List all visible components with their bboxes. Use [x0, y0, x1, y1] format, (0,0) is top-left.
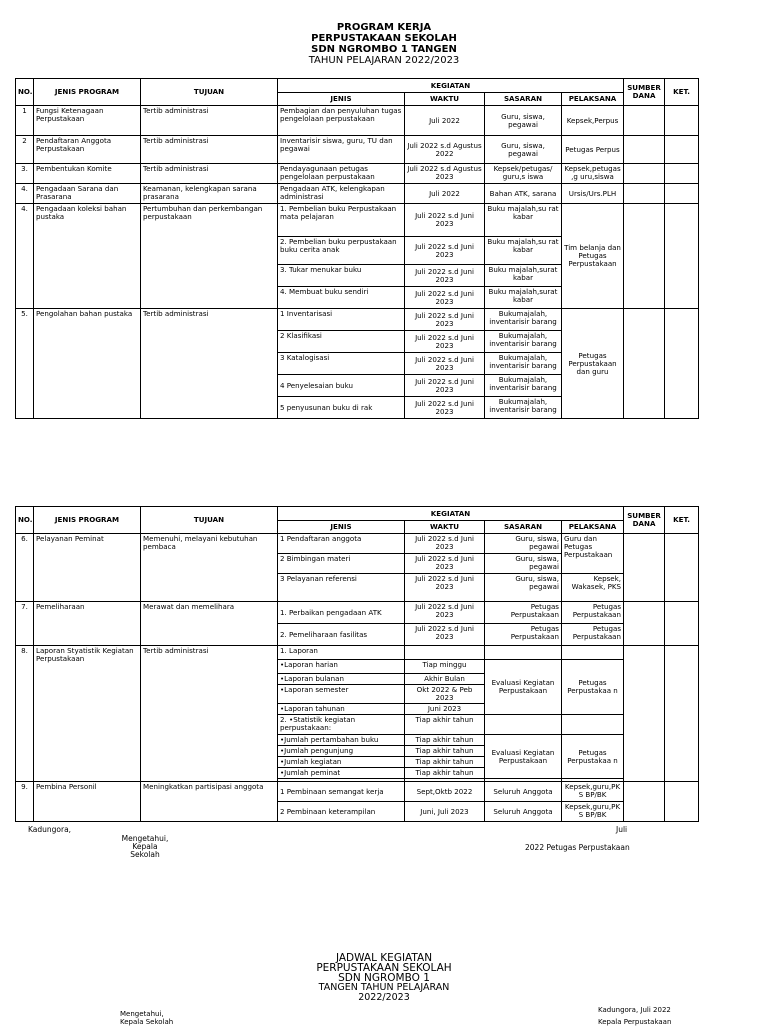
table-row	[16, 184, 699, 204]
cell-jenis: •Laporan semester	[278, 685, 405, 704]
signature-juli: Juli	[616, 825, 628, 834]
schedule-line-1: JADWAL KEGIATAN	[335, 952, 433, 964]
cell-jenis: 2 Klasifikasi	[278, 331, 405, 353]
cell-ket	[665, 309, 699, 419]
cell-pelaksana	[562, 646, 624, 660]
cell-pelaksana: Kepsek, Wakasek, PKS	[562, 574, 624, 602]
cell-waktu: Juli 2022 s.d Juni 2023	[405, 331, 485, 353]
cell-tujuan: Keamanan, kelengkapan sarana prasarana	[141, 184, 278, 204]
cell-pelaksana: Guru dan Petugas Perpustakaan	[562, 534, 624, 574]
cell-tujuan: Tertib administrasi	[141, 646, 278, 782]
cell-jenis: Pendayagunaan petugas pengelolaan perpustakaan	[278, 164, 405, 184]
table-row	[16, 106, 699, 136]
cell-tujuan: Meningkatkan partisipasi anggota	[141, 782, 278, 822]
cell-dana	[624, 136, 665, 164]
col-jenis-program: JENIS PROGRAM	[34, 79, 141, 106]
cell-program: Pengolahan bahan pustaka	[34, 309, 141, 419]
cell-jenis: 1 Inventarisasi	[278, 309, 405, 331]
cell-waktu: Juli 2022 s.d Juni 2023	[405, 534, 485, 554]
col-sumber-dana: SUMBER DANA	[624, 507, 665, 534]
cell-no: 9.	[16, 782, 34, 822]
cell-sasaran: Buku majalah,su rat kabar	[485, 204, 562, 237]
cell-jenis: 2. Pembelian buku perpustakaan buku cerita anak	[278, 237, 405, 265]
cell-ket	[665, 204, 699, 309]
cell-jenis: 3. Tukar menukar buku	[278, 265, 405, 287]
cell-jenis: •Laporan tahunan	[278, 704, 405, 715]
cell-no: 5.	[16, 309, 34, 419]
cell-program: Pengadaan koleksi bahan pustaka	[34, 204, 141, 309]
cell-ket	[665, 534, 699, 602]
cell-jenis: •Laporan bulanan	[278, 674, 405, 685]
cell-waktu: Juli 2022 s.d Juni 2023	[405, 375, 485, 397]
cell-waktu: Juni, Juli 2023	[405, 802, 485, 822]
cell-sasaran: Guru, siswa, pegawai	[485, 136, 562, 164]
cell-waktu: Juli 2022 s.d Juni 2023	[405, 602, 485, 624]
cell-sasaran: Evaluasi Kegiatan Perpustakaan	[485, 660, 562, 715]
col-jenis: JENIS	[278, 93, 405, 106]
cell-waktu: Okt 2022 & Peb 2023	[405, 685, 485, 704]
cell-jenis: •Jumlah pengunjung	[278, 746, 405, 757]
cell-sasaran: Guru, siswa, pegawai	[485, 534, 562, 554]
col-tujuan: TUJUAN	[141, 79, 278, 106]
title-line-3: SDN NGROMBO 1 TANGEN	[311, 44, 457, 55]
cell-sasaran: Bukumajalah, inventarisir barang	[485, 353, 562, 375]
cell-sasaran: Guru, siswa, pegawai	[485, 554, 562, 574]
table-row	[16, 782, 699, 802]
cell-ket	[665, 646, 699, 782]
cell-sasaran: Buku majalah,su rat kabar	[485, 237, 562, 265]
cell-waktu: Tiap akhir tahun	[405, 715, 485, 735]
cell-sasaran	[485, 715, 562, 735]
cell-pelaksana: Tim belanja dan Petugas Perpustakaan	[562, 204, 624, 309]
cell-jenis: 5 penyusunan buku di rak	[278, 397, 405, 419]
table-row	[16, 164, 699, 184]
cell-jenis: 2 Bimbingan materi	[278, 554, 405, 574]
cell-sasaran: Buku majalah,surat kabar	[485, 265, 562, 287]
cell-ket	[665, 106, 699, 136]
cell-pelaksana: Kepsek,Perpus	[562, 106, 624, 136]
cell-jenis: •Jumlah peminat	[278, 768, 405, 779]
cell-sasaran: Petugas Perpustakaan	[485, 624, 562, 646]
cell-no: 2	[16, 136, 34, 164]
cell-ket	[665, 136, 699, 164]
cell-program: Pengadaan Sarana dan Prasarana	[34, 184, 141, 204]
cell-pelaksana: Petugas Perpus	[562, 136, 624, 164]
col-kegiatan: KEGIATAN	[278, 79, 624, 93]
table-row	[16, 204, 699, 237]
cell-waktu: Juli 2022 s.d Agustus 2023	[405, 164, 485, 184]
cell-jenis: 3 Pelayanan referensi	[278, 574, 405, 602]
cell-sasaran: Bukumajalah, inventarisir barang	[485, 375, 562, 397]
col-sasaran: SASARAN	[485, 93, 562, 106]
cell-pelaksana: Kepsek,guru,PK S BP/BK	[562, 782, 624, 802]
col-jenis: JENIS	[278, 521, 405, 534]
cell-jenis: 1. Laporan	[278, 646, 405, 660]
cell-waktu: Tiap akhir tahun	[405, 757, 485, 768]
program-table-2	[15, 506, 699, 822]
cell-no: 1	[16, 106, 34, 136]
cell-sasaran: Guru, siswa, pegawai	[485, 106, 562, 136]
cell-waktu: Juli 2022 s.d Juni 2023	[405, 554, 485, 574]
cell-dana	[624, 184, 665, 204]
cell-sasaran	[485, 646, 562, 660]
program-table-1	[15, 78, 699, 419]
table-row	[16, 136, 699, 164]
cell-pelaksana: Petugas Perpustakaan	[562, 624, 624, 646]
cell-sasaran: Petugas Perpustakaan	[485, 602, 562, 624]
col-waktu: WAKTU	[405, 93, 485, 106]
cell-program: Pembina Personil	[34, 782, 141, 822]
col-pelaksana: PELAKSANA	[562, 93, 624, 106]
cell-sasaran: Seluruh Anggota	[485, 802, 562, 822]
table-row	[16, 602, 699, 624]
col-waktu: WAKTU	[405, 521, 485, 534]
cell-jenis: •Jumlah kegiatan	[278, 757, 405, 768]
cell-pelaksana: Kepsek,petugas ,g uru,siswa	[562, 164, 624, 184]
cell-no: 6.	[16, 534, 34, 602]
cell-jenis: 4 Penyelesaian buku	[278, 375, 405, 397]
schedule-title	[0, 953, 768, 1003]
signature-mengetahui: Mengetahui,	[121, 834, 169, 843]
cell-waktu: Tiap akhir tahun	[405, 768, 485, 779]
cell-jenis: •Jumlah pertambahan buku	[278, 735, 405, 746]
cell-waktu: Juli 2022 s.d Juni 2023	[405, 574, 485, 602]
cell-waktu: Juli 2022 s.d Juni 2023	[405, 309, 485, 331]
cell-tujuan: Tertib administrasi	[141, 136, 278, 164]
cell-ket	[665, 164, 699, 184]
cell-waktu: Juli 2022	[405, 106, 485, 136]
signature-kepala: Kepala	[132, 842, 158, 851]
cell-waktu: Juli 2022 s.d Juni 2023	[405, 204, 485, 237]
cell-sasaran: Kepsek/petugas/ guru,s iswa	[485, 164, 562, 184]
signature-headmaster	[100, 835, 190, 859]
cell-waktu: Tiap akhir tahun	[405, 735, 485, 746]
cell-jenis: 2. •Statistik kegiatan perpustakaan:	[278, 715, 405, 735]
cell-pelaksana: Petugas Perpustakaa n	[562, 660, 624, 715]
cell-ket	[665, 782, 699, 822]
cell-dana	[624, 602, 665, 646]
cell-sasaran: Bukumajalah, inventarisir barang	[485, 331, 562, 353]
cell-waktu: Sept,Oktb 2022	[405, 782, 485, 802]
cell-dana	[624, 204, 665, 309]
cell-jenis: Pembagian dan penyuluhan tugas pengelolaan perpustakaan	[278, 106, 405, 136]
cell-pelaksana: Ursis/Urs.PLH	[562, 184, 624, 204]
cell-program: Pemeliharaan	[34, 602, 141, 646]
cell-sasaran: Evaluasi Kegiatan Perpustakaan	[485, 735, 562, 779]
cell-dana	[624, 534, 665, 602]
cell-waktu: Juli 2022	[405, 184, 485, 204]
col-no: NO.	[16, 507, 34, 534]
cell-waktu: Tiap akhir tahun	[405, 746, 485, 757]
cell-sasaran: Guru, siswa, pegawai	[485, 574, 562, 602]
cell-tujuan: Tertib administrasi	[141, 106, 278, 136]
title-line-4: TAHUN PELAJARAN 2022/2023	[308, 55, 460, 66]
title-line-1: PROGRAM KERJA	[336, 22, 432, 33]
cell-waktu: Juli 2022 s.d Juni 2023	[405, 265, 485, 287]
cell-jenis: 3 Katalogisasi	[278, 353, 405, 375]
cell-waktu	[405, 646, 485, 660]
table-row	[16, 309, 699, 331]
cell-program: Pendaftaran Anggota Perpustakaan	[34, 136, 141, 164]
cell-pelaksana: Kepsek,guru,PK S BP/BK	[562, 802, 624, 822]
cell-waktu: Juli 2022 s.d Juni 2023	[405, 287, 485, 309]
cell-waktu: Juni 2023	[405, 704, 485, 715]
cell-pelaksana: Petugas Perpustakaan dan guru	[562, 309, 624, 419]
cell-jenis: 1 Pendaftaran anggota	[278, 534, 405, 554]
cell-program: Pembentukan Komite	[34, 164, 141, 184]
cell-sasaran: Bahan ATK, sarana	[485, 184, 562, 204]
cell-pelaksana: Petugas Perpustakaa n	[562, 735, 624, 779]
signature-sekolah: Sekolah	[130, 850, 160, 859]
cell-ket	[665, 184, 699, 204]
col-ket: KET.	[665, 79, 699, 106]
cell-dana	[624, 106, 665, 136]
cell-tujuan: Memenuhi, melayani kebutuhan pembaca	[141, 534, 278, 602]
cell-jenis: 1. Perbaikan pengadaan ATK	[278, 602, 405, 624]
cell-pelaksana	[562, 715, 624, 735]
cell-waktu: Juli 2022 s.d Juni 2023	[405, 237, 485, 265]
cell-jenis: 4. Membuat buku sendiri	[278, 287, 405, 309]
col-tujuan: TUJUAN	[141, 507, 278, 534]
cell-jenis: Pengadaan ATK, kelengkapan administrasi	[278, 184, 405, 204]
col-sumber-dana: SUMBER DANA	[624, 79, 665, 106]
footer-mengetahui: Mengetahui,	[120, 1010, 164, 1018]
signature-place: Kadungora,	[28, 825, 72, 834]
cell-tujuan: Tertib administrasi	[141, 164, 278, 184]
cell-jenis: •Laporan harian	[278, 660, 405, 674]
cell-program: Pelayanan Peminat	[34, 534, 141, 602]
cell-program: Fungsi Ketenagaan Perpustakaan	[34, 106, 141, 136]
col-ket: KET.	[665, 507, 699, 534]
footer-place-date: Kadungora, Juli 2022	[598, 1006, 671, 1014]
cell-sasaran: Buku majalah,surat kabar	[485, 287, 562, 309]
cell-waktu: Juli 2022 s.d Juni 2023	[405, 624, 485, 646]
cell-sasaran: Seluruh Anggota	[485, 782, 562, 802]
schedule-line-4: TANGEN TAHUN PELAJARAN	[318, 982, 450, 993]
cell-ket	[665, 602, 699, 646]
col-pelaksana: PELAKSANA	[562, 521, 624, 534]
cell-no: 4.	[16, 184, 34, 204]
col-jenis-program: JENIS PROGRAM	[34, 507, 141, 534]
cell-jenis: 1 Pembinaan semangat kerja	[278, 782, 405, 802]
schedule-line-2: PERPUSTAKAAN SEKOLAH	[316, 962, 452, 974]
cell-tujuan: Pertumbuhan dan perkembangan perpustakaan	[141, 204, 278, 309]
cell-program: Laporan Styatistik Kegiatan Perpustakaan	[34, 646, 141, 782]
col-no: NO.	[16, 79, 34, 106]
document-title	[0, 22, 768, 66]
cell-tujuan: Merawat dan memelihara	[141, 602, 278, 646]
cell-dana	[624, 309, 665, 419]
cell-jenis: Inventarisir siswa, guru, TU dan pegawai	[278, 136, 405, 164]
cell-no: 4.	[16, 204, 34, 309]
col-kegiatan: KEGIATAN	[278, 507, 624, 521]
footer-kepala-perpustakaan: Kepala Perpustakaan	[598, 1018, 672, 1026]
cell-no: 8.	[16, 646, 34, 782]
cell-waktu: Juli 2022 s.d Agustus 2022	[405, 136, 485, 164]
table-row	[16, 646, 699, 660]
signature-petugas: 2022 Petugas Perpustakaan	[525, 843, 630, 852]
cell-waktu: Tiap minggu	[405, 660, 485, 674]
cell-dana	[624, 782, 665, 822]
cell-tujuan: Tertib administrasi	[141, 309, 278, 419]
col-sasaran: SASARAN	[485, 521, 562, 534]
cell-jenis: 2. Pemeliharaan fasilitas	[278, 624, 405, 646]
cell-pelaksana: Petugas Perpustakaan	[562, 602, 624, 624]
cell-waktu: Akhir Bulan	[405, 674, 485, 685]
cell-dana	[624, 164, 665, 184]
title-line-2: PERPUSTAKAAN SEKOLAH	[311, 33, 457, 44]
footer-kepala-sekolah: Kepala Sekolah	[120, 1018, 174, 1026]
schedule-line-3: SDN NGROMBO 1	[338, 972, 430, 984]
cell-no: 7.	[16, 602, 34, 646]
cell-sasaran: Bukumajalah, inventarisir barang	[485, 397, 562, 419]
cell-dana	[624, 646, 665, 782]
cell-no: 3.	[16, 164, 34, 184]
schedule-line-5: 2022/2023	[358, 992, 410, 1003]
cell-waktu: Juli 2022 s.d Juni 2023	[405, 397, 485, 419]
cell-waktu: Juli 2022 s.d Juni 2023	[405, 353, 485, 375]
cell-jenis: 1. Pembelian buku Perpustakaan mata pelajaran	[278, 204, 405, 237]
cell-jenis: 2 Pembinaan keterampilan	[278, 802, 405, 822]
table-row	[16, 534, 699, 554]
cell-sasaran: Bukumajalah, inventarisir barang	[485, 309, 562, 331]
